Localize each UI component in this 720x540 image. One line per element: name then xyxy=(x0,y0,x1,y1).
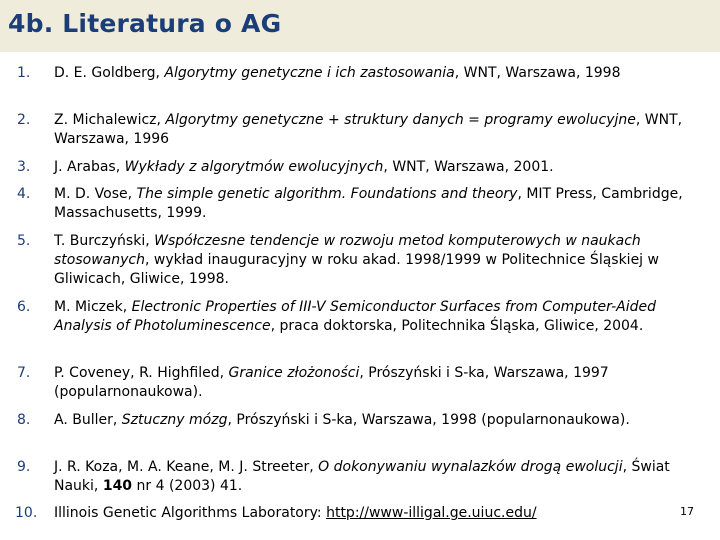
reference-title: Współczesne tendencje w rozwoju metod komputerowych w naukach stosowanych xyxy=(54,233,641,268)
reference-segment: , Świat Nauki, xyxy=(54,459,670,494)
reference-number: 7. xyxy=(17,365,31,381)
reference-title: O dokonywaniu wynalazków drogą ewolucji xyxy=(318,459,623,475)
reference-number: 4. xyxy=(17,186,31,202)
reference-segment: , Prószyński i S-ka, Warszawa, 1997 (popularnonaukowa). xyxy=(54,365,609,400)
reference-text xyxy=(54,111,684,149)
reference-text xyxy=(54,504,664,523)
reference-number: 3. xyxy=(17,159,31,175)
reference-text xyxy=(54,64,684,83)
reference-text xyxy=(54,364,684,402)
reference-segment: Z. Michalewicz, xyxy=(54,112,166,128)
reference-text xyxy=(54,232,684,289)
reference-segment: , MIT Press, Cambridge, Massachusetts, 1999. xyxy=(54,186,683,221)
reference-link[interactable]: http://www-illigal.ge.uiuc.edu/ xyxy=(326,505,537,521)
reference-segment: , Prószyński i S-ka, Warszawa, 1998 (popularnonaukowa). xyxy=(227,412,630,428)
reference-title: The simple genetic algorithm. Foundations and theory xyxy=(136,186,518,202)
reference-title: Algorytmy genetyczne i ich zastosowania xyxy=(164,65,455,81)
reference-segment: , WNT, Warszawa, 2001. xyxy=(383,159,554,175)
reference-segment: , WNT, Warszawa, 1996 xyxy=(54,112,683,147)
reference-number: 5. xyxy=(17,233,31,249)
reference-segment: M. Miczek, xyxy=(54,299,132,315)
reference-title: Granice złożoności xyxy=(228,365,360,381)
reference-segment: P. Coveney, R. Highfiled, xyxy=(54,365,229,381)
reference-segment: nr 4 (2003) 41. xyxy=(132,478,243,494)
reference-title: Algorytmy genetyczne + struktury danych = programy ewolucyjne xyxy=(165,112,636,128)
reference-text xyxy=(54,185,684,223)
reference-segment: D. E. Goldberg, xyxy=(54,65,165,81)
reference-volume: 140 xyxy=(102,478,133,494)
reference-title: Wykłady z algorytmów ewolucyjnych xyxy=(124,159,384,175)
reference-number: 2. xyxy=(17,112,31,128)
reference-title: Electronic Properties of III-V Semiconductor Surfaces from Computer-Aided Analysis of Photoluminescence xyxy=(54,299,657,334)
reference-segment: A. Buller, xyxy=(54,412,122,428)
reference-segment: M. D. Vose, xyxy=(54,186,137,202)
reference-segment: , wykład inauguracyjny w roku akad. 1998/1999 w Politechnice Śląskiej w Gliwicach, Gliwice, 1998. xyxy=(54,252,659,287)
page-number: 17 xyxy=(680,505,694,518)
reference-number: 6. xyxy=(17,299,31,315)
reference-title: Sztuczny mózg xyxy=(121,412,228,428)
reference-segment: , praca doktorska, Politechnika Śląska, Gliwice, 2004. xyxy=(270,318,644,334)
reference-number: 1. xyxy=(17,65,31,81)
reference-segment: Illinois Genetic Algorithms Laboratory: xyxy=(54,505,327,521)
reference-segment: , WNT, Warszawa, 1998 xyxy=(454,65,621,81)
reference-number: 10. xyxy=(15,505,38,521)
reference-segment: T. Burczyński, xyxy=(54,233,155,249)
reference-segment: J. R. Koza, M. A. Keane, M. J. Streeter, xyxy=(54,459,319,475)
slide-title: 4b. Literatura o AG xyxy=(8,9,282,38)
reference-segment: J. Arabas, xyxy=(54,159,125,175)
reference-number: 9. xyxy=(17,459,31,475)
reference-text xyxy=(54,411,684,430)
reference-text xyxy=(54,158,684,177)
reference-text xyxy=(54,458,684,496)
reference-number: 8. xyxy=(17,412,31,428)
reference-text xyxy=(54,298,684,336)
